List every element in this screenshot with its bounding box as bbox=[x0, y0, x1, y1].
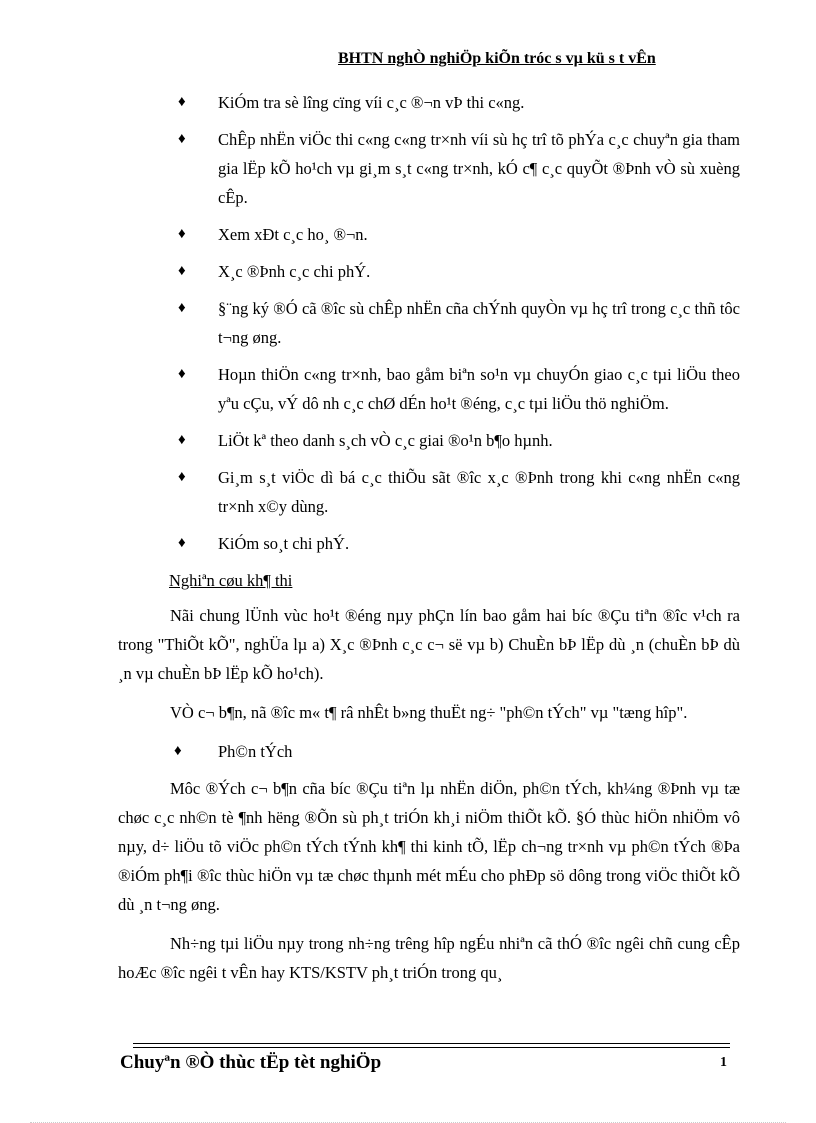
bullet-item bbox=[118, 360, 740, 418]
page-body bbox=[118, 88, 740, 997]
diamond-bullet-icon: ♦ bbox=[178, 535, 186, 551]
diamond-bullet-icon: ♦ bbox=[178, 94, 186, 110]
bullet-text: LiÖt kª theo danh s¸ch vÒ c¸c giai ®o¹n b¶o hµnh. bbox=[218, 431, 553, 450]
running-header: BHTN nghÒ nghiÖp kiÕn tróc s vµ kü s t vÊn bbox=[338, 50, 656, 67]
footer-rule-bottom bbox=[133, 1047, 730, 1048]
diamond-bullet-icon: ♦ bbox=[178, 300, 186, 316]
diamond-bullet-icon: ♦ bbox=[178, 366, 186, 382]
bullet-item bbox=[118, 294, 740, 352]
diamond-bullet-icon: ♦ bbox=[178, 469, 186, 485]
bullet-text: KiÓm so¸t chi phÝ. bbox=[218, 534, 350, 553]
bullet-text: Hoµn thiÖn c«ng tr×nh, bao gåm biªn so¹n vµ chuyÓn giao c¸c tµi liÖu theo yªu cÇu, vÝ dô nh c¸c chØ dÉn ho¹t ®éng, c¸c tµi liÖu thö nghiÖm. bbox=[218, 365, 740, 413]
paragraph-4: Nh÷ng tµi liÖu nµy trong nh÷ng trêng hîp ngÉu nhiªn cã thÓ ®îc ngêi chñ cung cÊp hoÆc ®îc ngêi t vÊn hay KTS/KSTV ph¸t triÓn trong qu¸ bbox=[118, 934, 740, 982]
diamond-bullet-icon: ♦ bbox=[174, 743, 182, 759]
bullet-item bbox=[118, 463, 740, 521]
bullet-item bbox=[118, 257, 740, 286]
diamond-bullet-icon: ♦ bbox=[178, 226, 186, 242]
page-number: 1 bbox=[720, 1055, 727, 1070]
footer-title: Chuyªn ®Ò thùc tËp tèt nghiÖp bbox=[120, 1052, 382, 1073]
section-heading: Nghiªn cøu kh¶ thi bbox=[169, 571, 293, 590]
diamond-bullet-icon: ♦ bbox=[178, 432, 186, 448]
bullet-text: ChÊp nhËn viÖc thi c«ng c«ng tr×nh víi sù hç trî tõ phÝa c¸c chuyªn gia tham gia lËp kÕ ho¹ch vµ gi¸m s¸t c«ng tr×nh, kÓ c¶ c¸c quyÕt ®Þnh vÒ sù xuèng cÊp. bbox=[218, 130, 740, 207]
paragraph-2: VÒ c¬ b¶n, nã ®îc m« t¶ râ nhÊt b»ng thuËt ng÷ "ph©n tÝch" vµ "tæng hîp". bbox=[170, 703, 688, 722]
bullet-item bbox=[118, 426, 740, 455]
diamond-bullet-icon: ♦ bbox=[178, 131, 186, 147]
bullet-item bbox=[118, 220, 740, 249]
bullet-text: KiÓm tra sè lîng cïng víi c¸c ®¬n vÞ thi c«ng. bbox=[218, 93, 525, 112]
diamond-bullet-icon: ♦ bbox=[178, 263, 186, 279]
bullet-item bbox=[118, 88, 740, 117]
bullet-text: X¸c ®Þnh c¸c chi phÝ. bbox=[218, 262, 371, 281]
bullet-item bbox=[118, 125, 740, 212]
paragraph-1: Nãi chung lÜnh vùc ho¹t ®éng nµy phÇn lín bao gåm hai bíc ®Çu tiªn ®îc v¹ch ra trong "ThiÕt kÕ", nghÜa lµ a) X¸c ®Þnh c¸c c¬ së vµ b) ChuÈn bÞ lËp dù ¸n (chuÈn bÞ dù ¸n vµ chuÈn bÞ lËp kÕ ho¹ch). bbox=[118, 606, 740, 683]
sub-bullet-label: Ph©n tÝch bbox=[218, 742, 293, 761]
bullet-item bbox=[118, 529, 740, 558]
bullet-list bbox=[118, 88, 740, 558]
sub-bullet bbox=[118, 737, 740, 766]
paragraph-3: Môc ®Ých c¬ b¶n cña bíc ®Çu tiªn lµ nhËn diÖn, ph©n tÝch, kh¼ng ®Þnh vµ tæ chøc c¸c nh©n tè ¶nh hëng ®Õn sù ph¸t triÓn kh¸i niÖm thiÕt kÕ. §Ó thùc hiÖn nhiÖm vô nµy, d÷ liÖu tõ viÖc ph©n tÝch tÝnh kh¶ thi kinh tÕ, lËp ch¬ng tr×nh vµ ph©n tÝch ®Þa ®iÓm ph¶i ®îc thùc hiÖn vµ tæ chøc thµnh mét mÉu cho phÐp sö dông trong viÖc thiÕt kÕ dù ¸n t¬ng øng. bbox=[118, 779, 740, 914]
bullet-text: §¨ng ký ®Ó cã ®îc sù chÊp nhËn cña chÝnh quyÒn vµ hç trî trong c¸c thñ tôc t¬ng øng. bbox=[218, 299, 740, 347]
bullet-text: Xem xÐt c¸c ho¸ ®¬n. bbox=[218, 225, 368, 244]
bullet-text: Gi¸m s¸t viÖc dì bá c¸c thiÕu sãt ®îc x¸c ®Þnh trong khi c«ng nhËn c«ng tr×nh x©y dùng. bbox=[218, 468, 740, 516]
footer-rule-top bbox=[133, 1043, 730, 1044]
